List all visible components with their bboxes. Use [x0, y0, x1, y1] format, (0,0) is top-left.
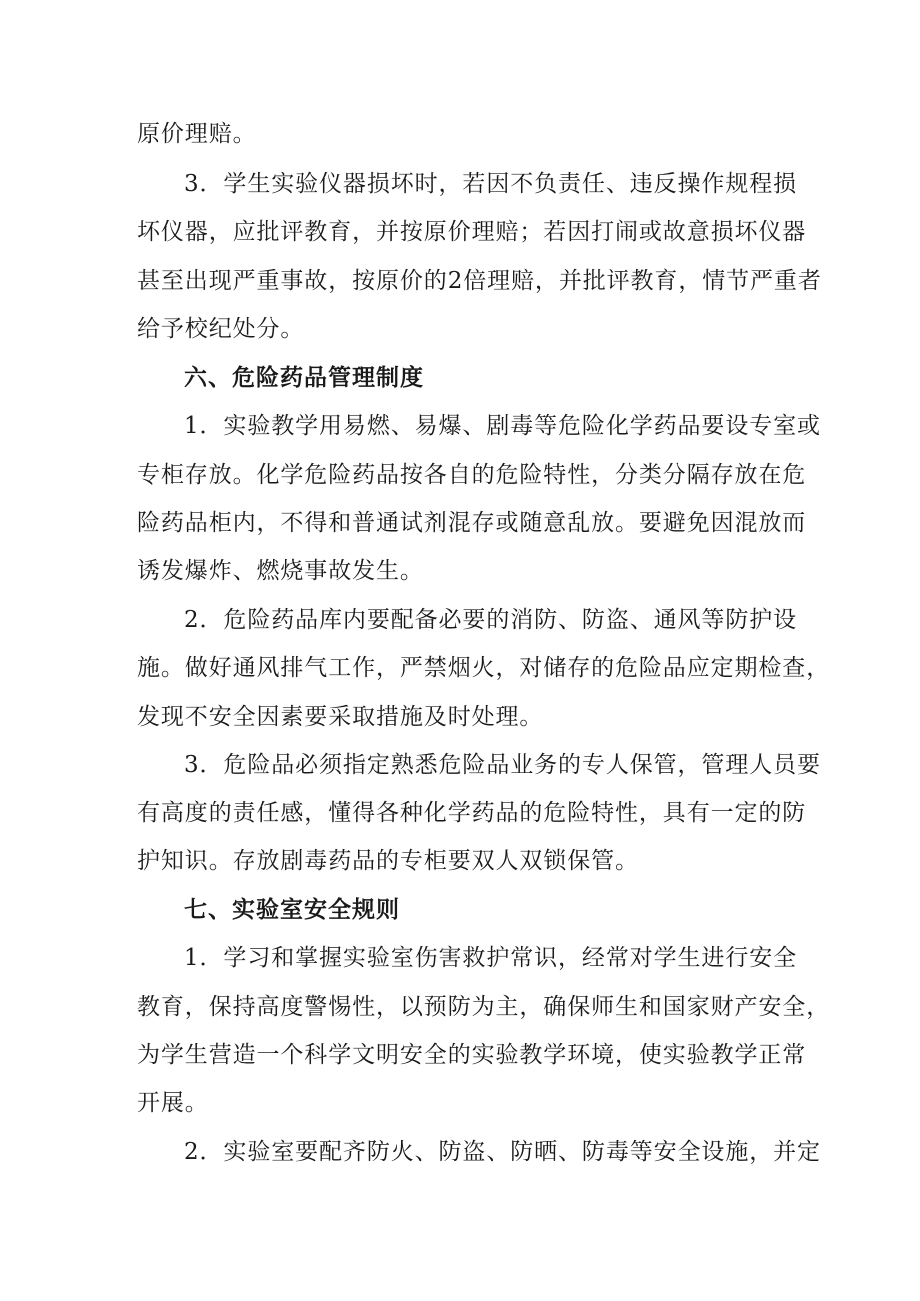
section-heading: 六、危险药品管理制度: [184, 365, 424, 391]
paragraph-line: 有高度的责任感，懂得各种化学药品的危险特性，具有一定的防: [137, 800, 807, 826]
paragraph-line: 诱发爆炸、燃烧事故发生。: [137, 558, 424, 584]
paragraph-line: 1．实验教学用易燃、易爆、剧毒等危险化学药品要设专室或: [184, 413, 821, 439]
paragraph-line: 开展。: [137, 1090, 209, 1116]
paragraph-line: 为学生营造一个科学文明安全的实验教学环境，使实验教学正常: [137, 1042, 807, 1068]
paragraph-line: 1．学习和掌握实验室伤害救护常识，经常对学生进行安全: [184, 945, 798, 971]
paragraph-line: 2．危险药品库内要配备必要的消防、防盗、通风等防护设: [184, 607, 798, 633]
paragraph-line: 险药品柜内，不得和普通试剂混存或随意乱放。要避免因混放而: [137, 510, 807, 536]
paragraph-line: 2．实验室要配齐防火、防盗、防晒、防毒等安全设施，并定: [184, 1139, 821, 1165]
section-heading: 七、实验室安全规则: [184, 897, 400, 923]
paragraph-line: 3．学生实验仪器损坏时，若因不负责任、违反操作规程损: [184, 171, 798, 197]
paragraph-line: 发现不安全因素要采取措施及时处理。: [137, 704, 544, 730]
paragraph-line: 教育，保持高度警惕性，以预防为主，确保师生和国家财产安全，: [137, 994, 831, 1020]
paragraph-line: 护知识。存放剧毒药品的专柜要双人双锁保管。: [137, 848, 639, 874]
paragraph-line: 甚至出现严重事故，按原价的2倍理赔，并批评教育，情节严重者: [137, 268, 822, 294]
paragraph-line: 原价理赔。: [137, 121, 257, 147]
paragraph-line: 施。做好通风排气工作，严禁烟火，对储存的危险品应定期检查，: [137, 655, 831, 681]
paragraph-line: 专柜存放。化学危险药品按各自的危险特性，分类分隔存放在危: [137, 462, 807, 488]
paragraph-line: 3．危险品必须指定熟悉危险品业务的专人保管，管理人员要: [184, 752, 821, 778]
paragraph-line: 坏仪器，应批评教育，并按原价理赔；若因打闹或故意损坏仪器: [137, 219, 807, 245]
paragraph-line: 给予校纪处分。: [137, 316, 305, 342]
